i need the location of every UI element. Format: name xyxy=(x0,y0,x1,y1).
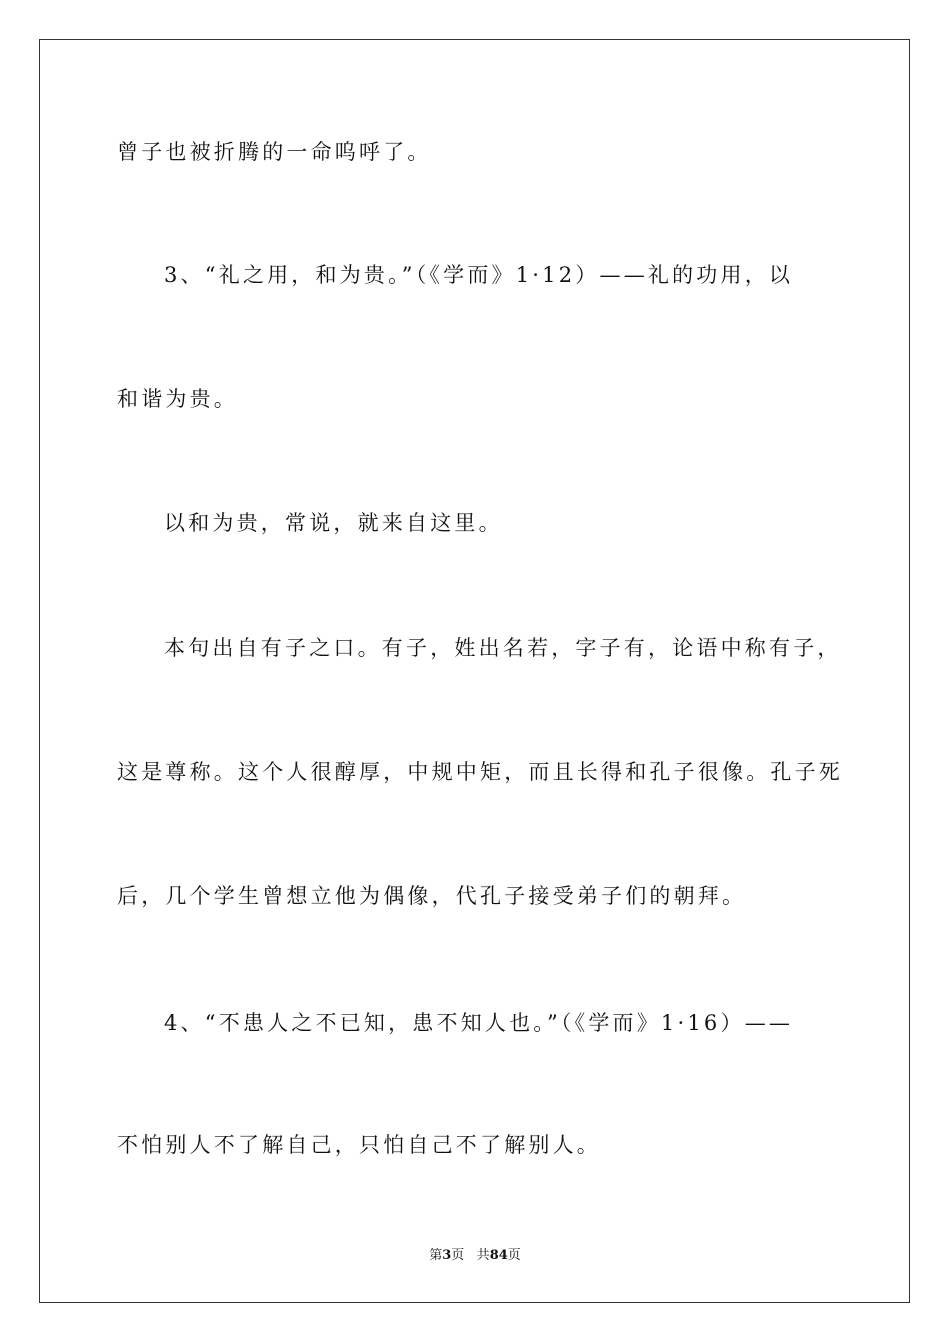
footer-page-suffix: 页 xyxy=(451,1248,465,1263)
footer-total-suffix: 页 xyxy=(507,1248,521,1263)
page-footer xyxy=(0,1248,950,1264)
footer-page-prefix: 第 xyxy=(429,1248,443,1263)
footer-total-pages: 84 xyxy=(489,1248,508,1263)
text-line-4: 以和为贵，常说，就来自这里。 xyxy=(164,511,503,535)
text-line-9: 不怕别人不了解自己，只怕自己不了解别人。 xyxy=(117,1133,601,1157)
text-line-5: 本句出自有子之口。有子，姓出名若，字子有，论语中称有子， xyxy=(164,636,842,660)
text-line-1: 曾子也被折腾的一命呜呼了。 xyxy=(117,140,432,164)
page-border xyxy=(39,39,910,1303)
footer-page-number: 3 xyxy=(442,1248,452,1263)
footer-total-prefix: 共 xyxy=(476,1248,490,1263)
text-line-6: 这是尊称。这个人很醇厚，中规中矩，而且长得和孔子很像。孔子死 xyxy=(117,760,843,784)
text-line-7: 后，几个学生曾想立他为偶像，代孔子接受弟子们的朝拜。 xyxy=(117,884,747,908)
text-line-3: 和谐为贵。 xyxy=(117,387,238,411)
text-line-2: 3、“礼之用，和为贵。”（《学而》1·12）——礼的功用，以 xyxy=(164,263,794,287)
text-line-8: 4、“不患人之不已知，患不知人也。”（《学而》1·16）—— xyxy=(164,1011,794,1035)
